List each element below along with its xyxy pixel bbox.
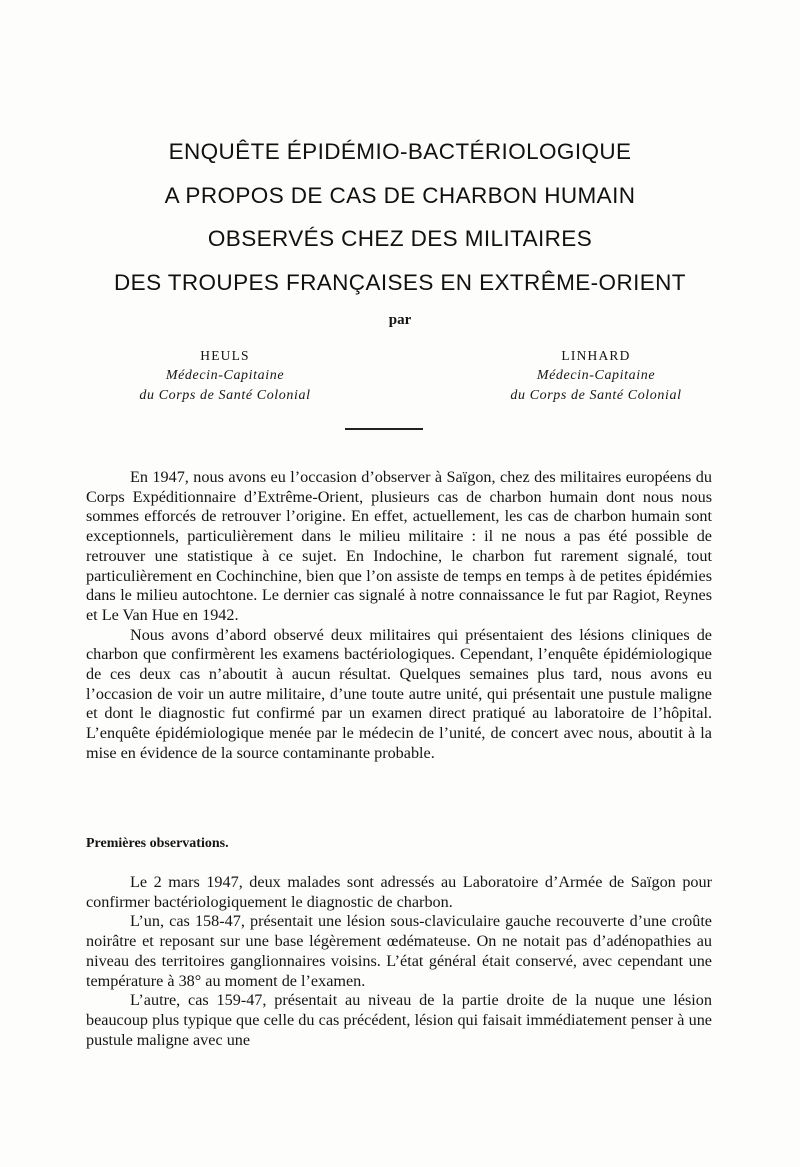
- title-line-1: ENQUÊTE ÉPIDÉMIO-BACTÉRIOLOGIQUE: [168, 139, 632, 164]
- title-line-4: DES TROUPES FRANÇAISES EN EXTRÊME-ORIENT: [114, 269, 686, 295]
- article-title: [60, 130, 740, 304]
- paragraph: Le 2 mars 1947, deux malades sont adressés au Laboratoire d’Armée de Saïgon pour confirmer bactériologiquement le diagnostic de charbon.: [86, 873, 712, 911]
- paragraph: Nous avons d’abord observé deux militaires qui présentaient des lésions cliniques de charbon que confirmèrent les examens bactériologiques. Cependant, l’enquête épidémiologique de ces deux cas n’aboutit à aucun résultat. Quelques semaines plus tard, nous avons eu l’occasion de voir un autre militaire, d’une toute autre unité, qui présentait une pustule maligne et dont le diagnostic fut confirmé par un examen direct pratiqué au laboratoire de l’hôpital. L’enquête épidémiologique menée par le médecin de l’unité, de concert avec nous, aboutit à la mise en évidence de la source contaminante probable.: [86, 625, 712, 762]
- paragraph: En 1947, nous avons eu l’occasion d’observer à Saïgon, chez des militaires européens du Corps Expéditionnaire d’Extrême-Orient, plusieurs cas de charbon humain dont nous nous sommes efforcés de retrouver l’origine. En effet, actuellement, les cas de charbon humain sont exceptionnels, particulièrement dans le milieu militaire : il ne nous a pas été possible de retrouver une statistique à ce sujet. En Indochine, le charbon fut rarement signalé, tout particulièrement en Cochinchine, bien que l’on assiste de temps en temps à de petites épidémies dans le milieu autochtone. Le dernier cas signalé à notre connaissance le fut par Ragiot, Reynes et Le Van Hue en 1942.: [86, 468, 712, 624]
- author-role: Médecin-Capitaine: [165, 368, 285, 383]
- paragraph: L’un, cas 158-47, présentait une lésion sous-claviculaire gauche recouverte d’une croûte noirâtre et reposant sur une base légèrement œdémateuse. On ne notait pas d’adénopathies au niveau des territoires ganglionnaires voisins. L’état général était conservé, avec cependant une température à 38° au moment de l’examen.: [86, 912, 712, 990]
- author-corps: du Corps de Santé Colonial: [139, 388, 311, 403]
- title-separator-rule: [345, 428, 423, 430]
- author-linhard: [446, 346, 746, 406]
- author-name: HEULS: [200, 348, 250, 363]
- section-body: [86, 873, 712, 1050]
- author-name: LINHARD: [561, 348, 631, 363]
- author-role: Médecin-Capitaine: [536, 368, 656, 383]
- byline: par: [388, 312, 412, 328]
- section-heading: Premières observations.: [86, 836, 229, 851]
- title-line-3: OBSERVÉS CHEZ DES MILITAIRES: [207, 226, 593, 251]
- author-corps: du Corps de Santé Colonial: [510, 388, 682, 403]
- author-heuls: [75, 346, 375, 406]
- paragraph: L’autre, cas 159-47, présentait au niveau de la partie droite de la nuque une lésion beaucoup plus typique que celle du cas précédent, lésion qui faisait immédiatement penser à une pustule maligne avec une: [86, 991, 712, 1049]
- introduction: [86, 468, 712, 764]
- title-line-2: A PROPOS DE CAS DE CHARBON HUMAIN: [164, 182, 636, 208]
